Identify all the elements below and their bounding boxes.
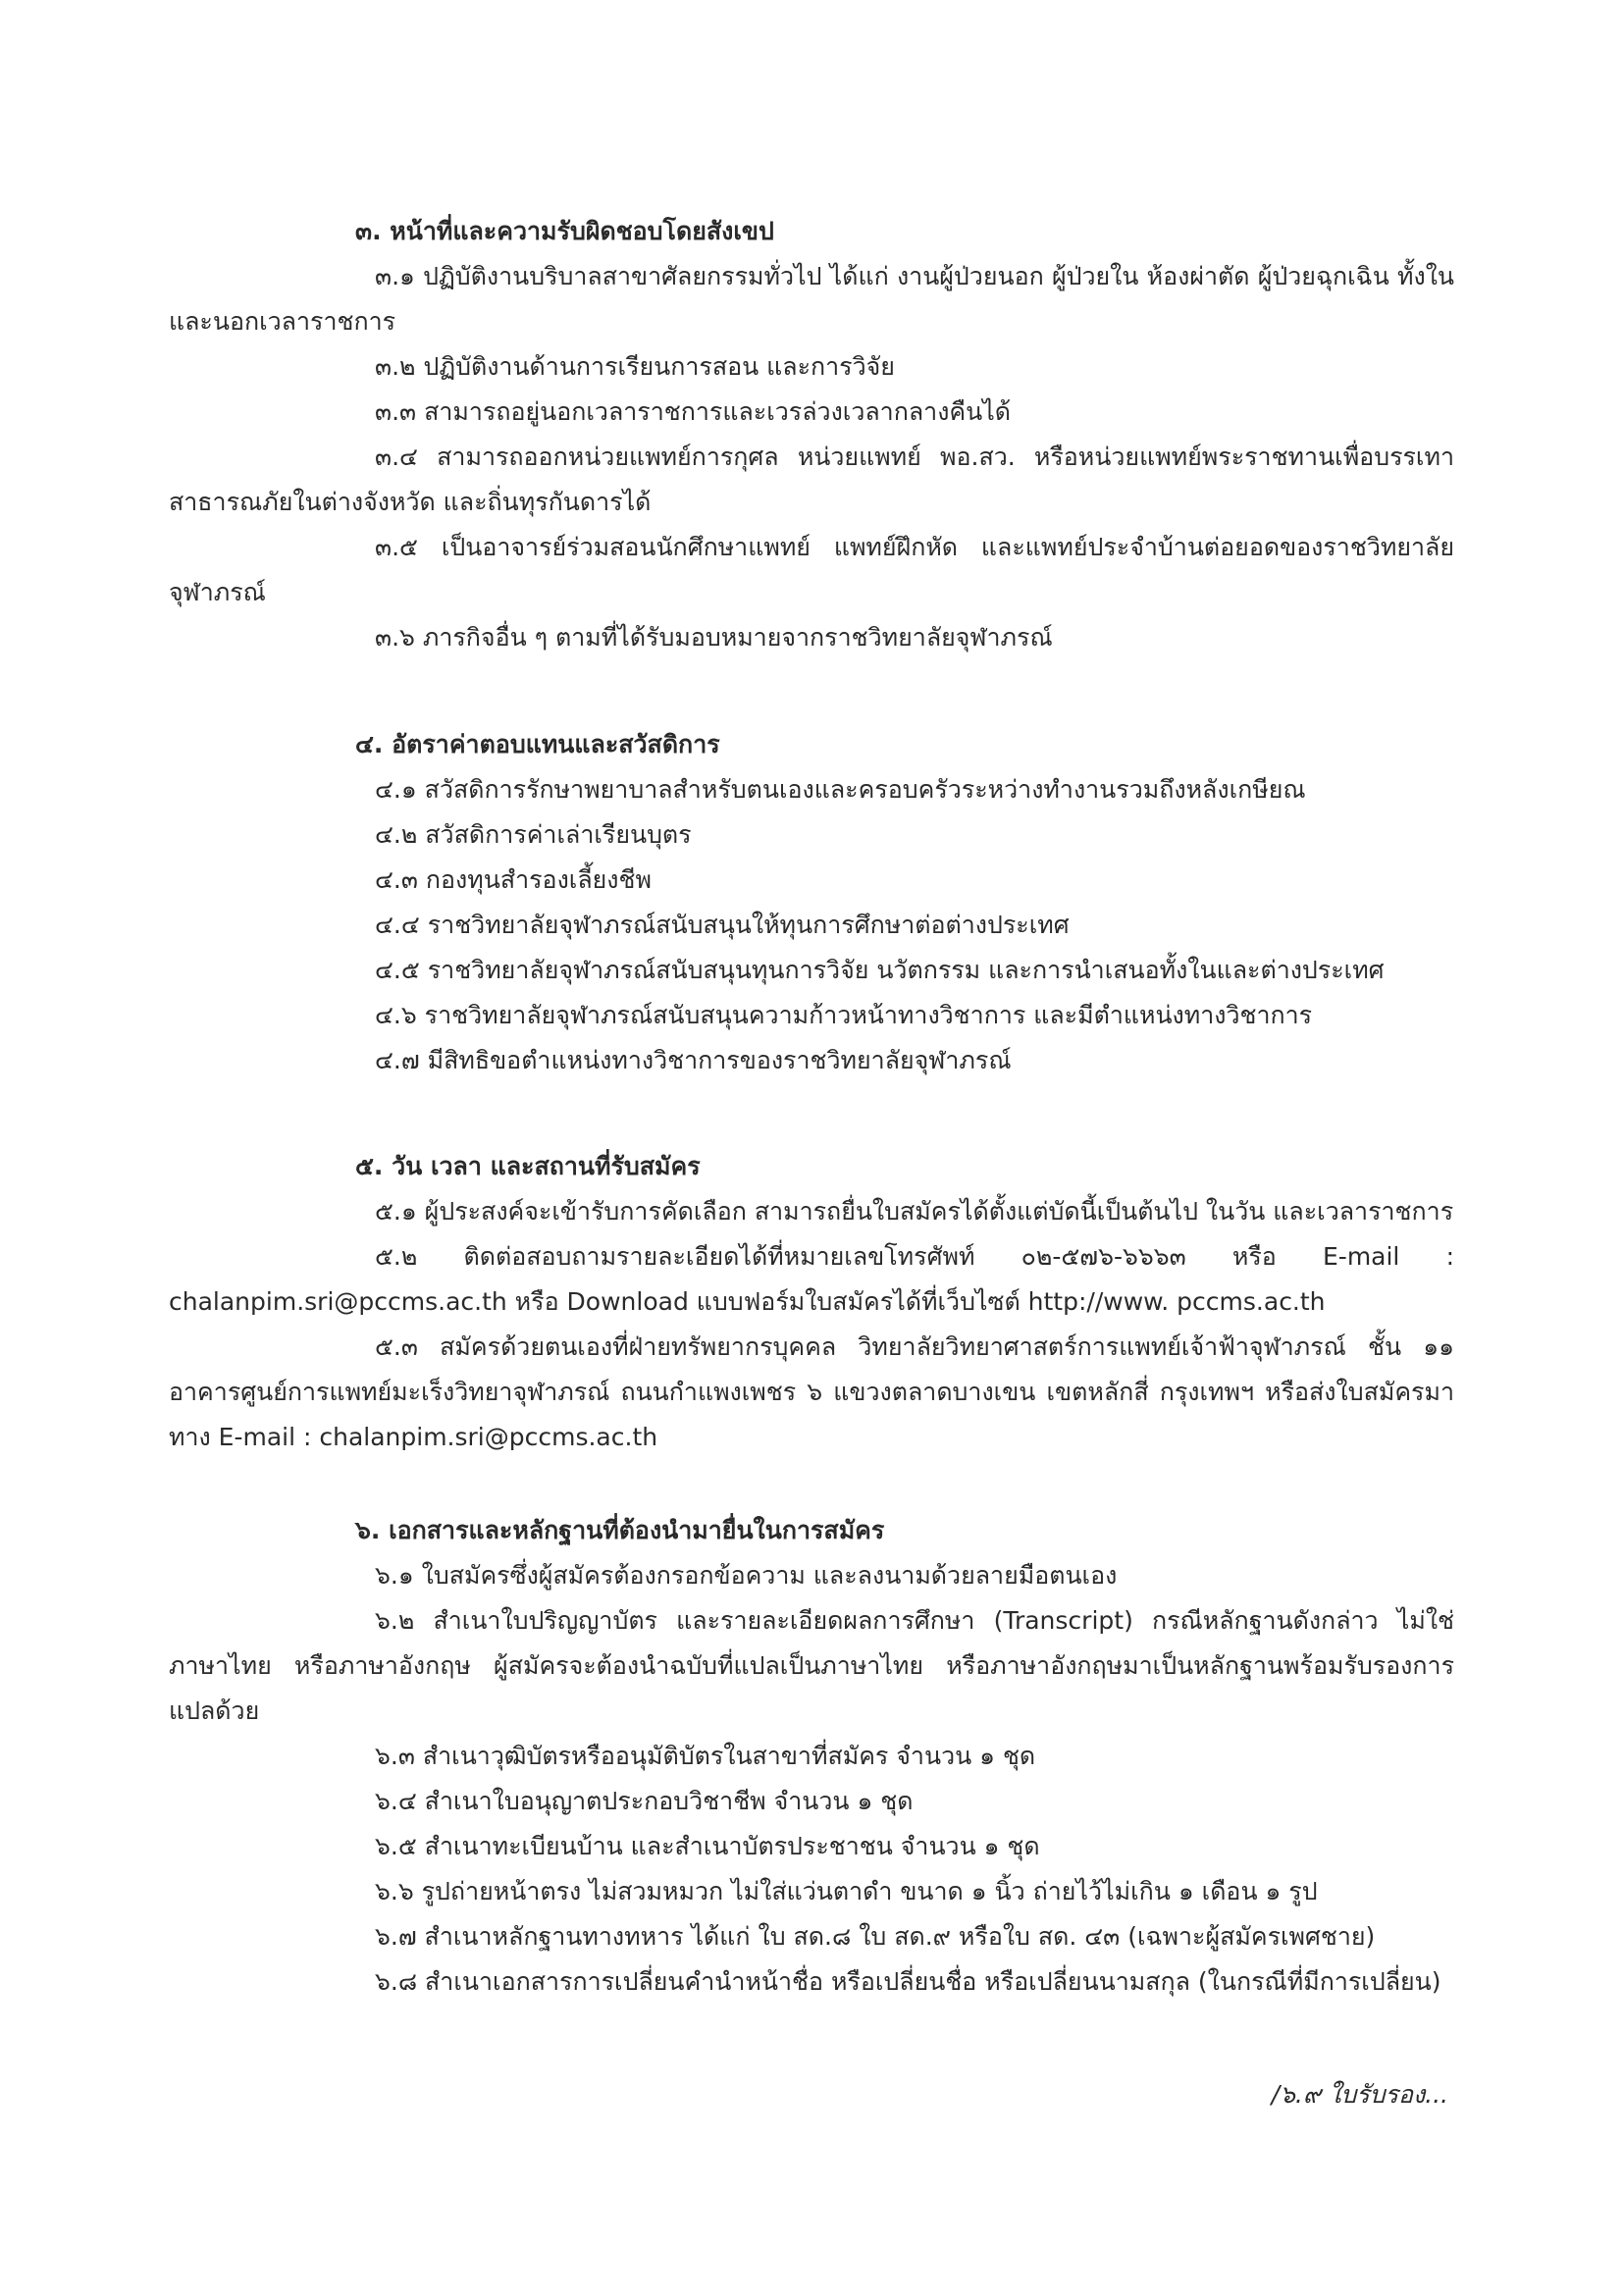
list-item: ๔.๗ มีสิทธิขอตำแหน่งทางวิชาการของราชวิทยาลัยจุฬาภรณ์ xyxy=(375,1046,1012,1074)
list-item: ๖.๔ สำเนาใบอนุญาตประกอบวิชาชีพ จำนวน ๑ ชุด xyxy=(375,1787,914,1815)
list-item: ๕.๒ ติดต่อสอบถามรายละเอียดได้ที่หมายเลขโทรศัพท์ ๐๒-๕๗๖-๖๖๖๓ หรือ E-mail : chalanpim.sri@pccms.ac.th หรือ Download แบบฟอร์มใบสมัครได้ที่เว็บไซต์ http://www. pccms.ac.th xyxy=(169,1242,1454,1316)
list-item: ๕.๑ ผู้ประสงค์จะเข้ารับการคัดเลือก สามารถยื่นใบสมัครได้ตั้งแต่บัดนี้เป็นต้นไป ในวัน และเวลาราชการ xyxy=(375,1197,1454,1226)
list-item: ๖.๒ สำเนาใบปริญญาบัตร และรายละเอียดผลการศึกษา (Transcript) กรณีหลักฐานดังกล่าว ไม่ใช่ภาษาไทย หรือภาษาอังกฤษ ผู้สมัครจะต้องนำฉบับที่แปลเป็นภาษาไทย หรือภาษาอังกฤษมาเป็นหลักฐานพร้อมรับรองการแปลด้วย xyxy=(169,1606,1454,1725)
list-item: ๖.๓ สำเนาวุฒิบัตรหรืออนุมัติบัตรในสาขาที่สมัคร จำนวน ๑ ชุด xyxy=(375,1742,1036,1770)
section-heading: ๓. หน้าที่และความรับผิดชอบโดยสังเขป xyxy=(355,217,774,245)
list-item: ๖.๘ สำเนาเอกสารการเปลี่ยนคำนำหน้าชื่อ หรือเปลี่ยนชื่อ หรือเปลี่ยนนามสกุล (ในกรณีที่มีการเปลี่ยน) xyxy=(375,1967,1441,1996)
section-heading: ๖. เอกสารและหลักฐานที่ต้องนำมายื่นในการสมัคร xyxy=(355,1516,885,1544)
list-item: ๕.๓ สมัครด้วยตนเองที่ฝ่ายทรัพยากรบุคคล วิทยาลัยวิทยาศาสตร์การแพทย์เจ้าฟ้าจุฬาภรณ์ ชั้น ๑๑ อาคารศูนย์การแพทย์มะเร็งวิทยาจุฬาภรณ์ ถนนกำแพงเพชร ๖ แขวงตลาดบางเขน เขตหลักสี่ กรุงเทพฯ หรือส่งใบสมัครมาทาง E-mail : chalanpim.sri@pccms.ac.th xyxy=(169,1332,1454,1451)
section-heading: ๔. อัตราค่าตอบแทนและสวัสดิการ xyxy=(355,730,720,758)
list-item: ๓.๒ ปฏิบัติงานด้านการเรียนการสอน และการวิจัย xyxy=(375,352,895,381)
list-item: ๖.๕ สำเนาทะเบียนบ้าน และสำเนาบัตรประชาชน จำนวน ๑ ชุด xyxy=(375,1832,1040,1860)
list-item: ๓.๓ สามารถอยู่นอกเวลาราชการและเวรล่วงเวลากลางคืนได้ xyxy=(375,397,1012,426)
list-item: ๔.๑ สวัสดิการรักษาพยาบาลสำหรับตนเองและครอบครัวระหว่างทำงานรวมถึงหลังเกษียณ xyxy=(375,775,1306,804)
section-3 xyxy=(169,209,1454,660)
list-item: ๔.๔ ราชวิทยาลัยจุฬาภรณ์สนับสนุนให้ทุนการศึกษาต่อต่างประเทศ xyxy=(375,911,1070,939)
list-item: ๓.๕ เป็นอาจารย์ร่วมสอนนักศึกษาแพทย์ แพทย์ฝึกหัด และแพทย์ประจำบ้านต่อยอดของราชวิทยาลัย จุฬาภรณ์ xyxy=(169,533,1454,606)
list-item: ๔.๖ ราชวิทยาลัยจุฬาภรณ์สนับสนุนความก้าวหน้าทางวิชาการ และมีตำแหน่งทางวิชาการ xyxy=(375,1001,1313,1029)
list-item: ๓.๖ ภารกิจอื่น ๆ ตามที่ได้รับมอบหมายจากราชวิทยาลัยจุฬาภรณ์ xyxy=(375,623,1053,652)
section-heading: ๕. วัน เวลา และสถานที่รับสมัคร xyxy=(355,1152,701,1180)
list-item: ๖.๗ สำเนาหลักฐานทางทหาร ได้แก่ ใบ สด.๘ ใบ สด.๙ หรือใบ สด. ๔๓ (เฉพาะผู้สมัครเพศชาย) xyxy=(375,1922,1376,1951)
section-5 xyxy=(169,1144,1454,1460)
list-item: ๔.๕ ราชวิทยาลัยจุฬาภรณ์สนับสนุนทุนการวิจัย นวัตกรรม และการนำเสนอทั้งในและต่างประเทศ xyxy=(375,956,1385,984)
list-item: ๓.๔ สามารถออกหน่วยแพทย์การกุศล หน่วยแพทย์ พอ.สว. หรือหน่วยแพทย์พระราชทานเพื่อบรรเทาสาธารณภัยในต่างจังหวัด และถิ่นทุรกันดารได้ xyxy=(169,443,1454,516)
list-item: ๔.๒ สวัสดิการค่าเล่าเรียนบุตร xyxy=(375,820,692,849)
list-item: ๓.๑ ปฏิบัติงานบริบาลสาขาศัลยกรรมทั่วไป ได้แก่ งานผู้ป่วยนอก ผู้ป่วยใน ห้องผ่าตัด ผู้ป่วยฉุกเฉิน ทั้งในและนอกเวลาราชการ xyxy=(169,262,1454,336)
page-continuation-note: /๖.๙ ใบรับรอง... xyxy=(1271,2080,1448,2109)
list-item: ๖.๖ รูปถ่ายหน้าตรง ไม่สวมหมวก ไม่ใส่แว่นตาดำ ขนาด ๑ นิ้ว ถ่ายไว้ไม่เกิน ๑ เดือน ๑ รูป xyxy=(375,1877,1318,1905)
list-item: ๔.๓ กองทุนสำรองเลี้ยงชีพ xyxy=(375,865,652,894)
list-item: ๖.๑ ใบสมัครซึ่งผู้สมัครต้องกรอกข้อความ และลงนามด้วยลายมือตนเอง xyxy=(375,1561,1118,1590)
section-4 xyxy=(169,722,1454,1083)
section-6 xyxy=(169,1508,1454,2005)
